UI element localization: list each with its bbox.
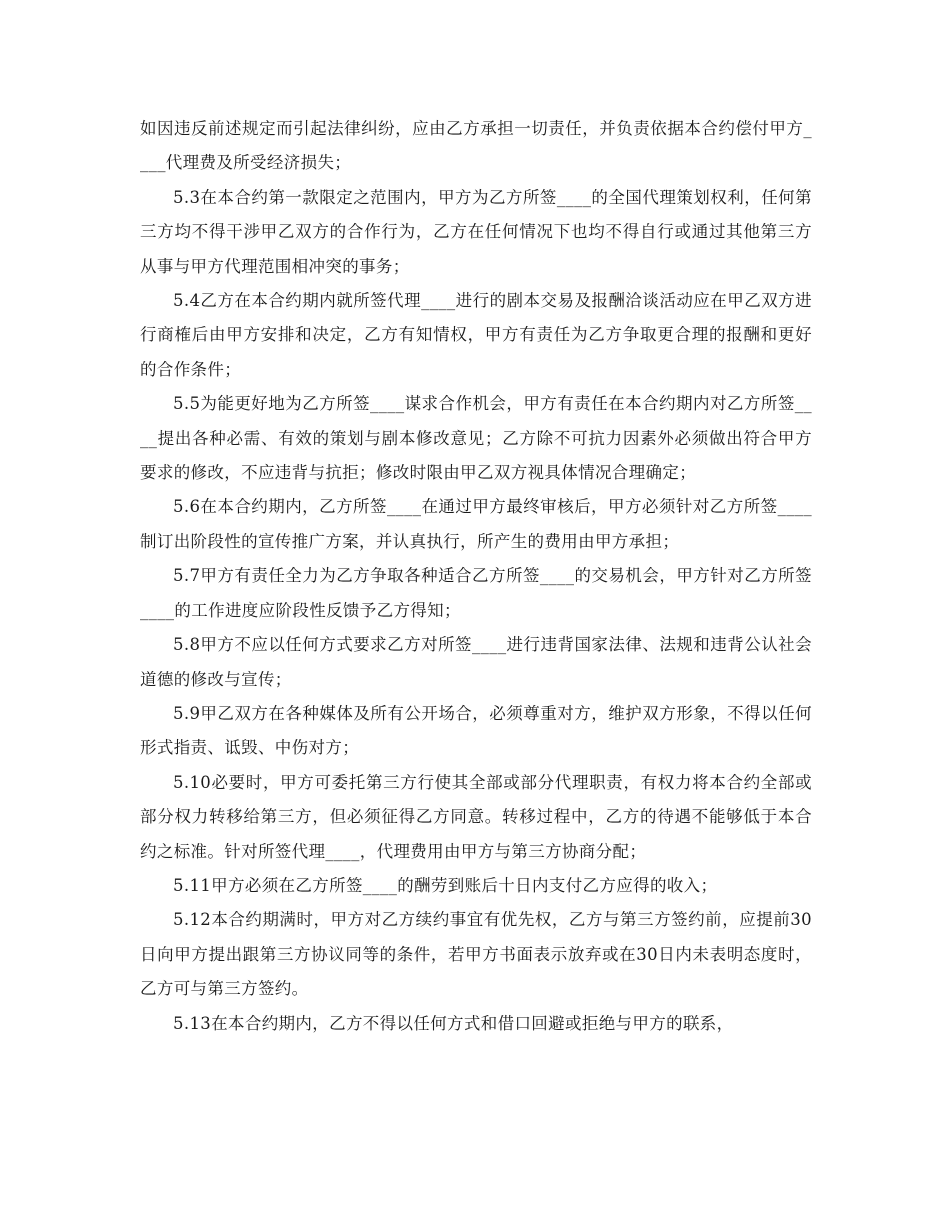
document-body — [140, 112, 812, 1041]
paragraph-5-8: 5.8甲方不应以任何方式要求乙方对所签____进行违背国家法律、法规和违背公认社会道德的修改与宣传； — [140, 635, 812, 689]
paragraph-5-4: 5.4乙方在本合约期内就所签代理____进行的剧本交易及报酬洽谈活动应在甲乙双方进行商榷后由甲方安排和决定，乙方有知情权，甲方有责任为乙方争取更合理的报酬和更好的合作条件； — [140, 291, 812, 379]
paragraph-5-13: 5.13在本合约期内，乙方不得以任何方式和借口回避或拒绝与甲方的联系， — [173, 1013, 734, 1033]
paragraph-5-9: 5.9甲乙双方在各种媒体及所有公开场合，必须尊重对方，维护双方形象，不得以任何形式指责、诋毁、中伤对方； — [140, 703, 812, 758]
paragraph-5-5: 5.5为能更好地为乙方所签____谋求合作机会，甲方有责任在本合约期内对乙方所签____提出各种必需、有效的策划与剧本修改意见；乙方除不可抗力因素外必须做出符合甲方要求的修改，不应违背与抗拒；修改时限由甲乙双方视具体情况合理确定； — [140, 394, 812, 483]
paragraph-5-6: 5.6在本合约期内，乙方所签____在通过甲方最终审核后，甲方必须针对乙方所签____制订出阶段性的宣传推广方案，并认真执行，所产生的费用由甲方承担； — [140, 497, 812, 551]
paragraph-5-10: 5.10必要时，甲方可委托第三方行使其全部或部分代理职责，有权力将本合约全部或部分权力转移给第三方，但必须征得乙方同意。转移过程中，乙方的待遇不能够低于本合约之标准。针对所签代理____，代理费用由甲方与第三方协商分配； — [140, 772, 812, 861]
paragraph-5-12: 5.12本合约期满时，甲方对乙方续约事宜有优先权，乙方与第三方签约前，应提前30日向甲方提出跟第三方协议同等的条件，若甲方书面表示放弃或在30日内未表明态度时，乙方可与第三方签约。 — [140, 910, 812, 999]
paragraph-5-11: 5.11甲方必须在乙方所签____的酬劳到账后十日内支付乙方应得的收入； — [173, 875, 718, 895]
paragraph-5-2-continued: 如因违反前述规定而引起法律纠纷，应由乙方承担一切责任，并负责依据本合约偿付甲方____代理费及所受经济损失； — [140, 119, 812, 173]
paragraph-5-3: 5.3在本合约第一款限定之范围内，甲方为乙方所签____的全国代理策划权利，任何第三方均不得干涉甲乙双方的合作行为，乙方在任何情况下也均不得自行或通过其他第三方从事与甲方代理范围相冲突的事务； — [140, 187, 812, 276]
paragraph-5-7: 5.7甲方有责任全力为乙方争取各种适合乙方所签____的交易机会，甲方针对乙方所签____的工作进度应阶段性反馈予乙方得知； — [140, 566, 812, 620]
